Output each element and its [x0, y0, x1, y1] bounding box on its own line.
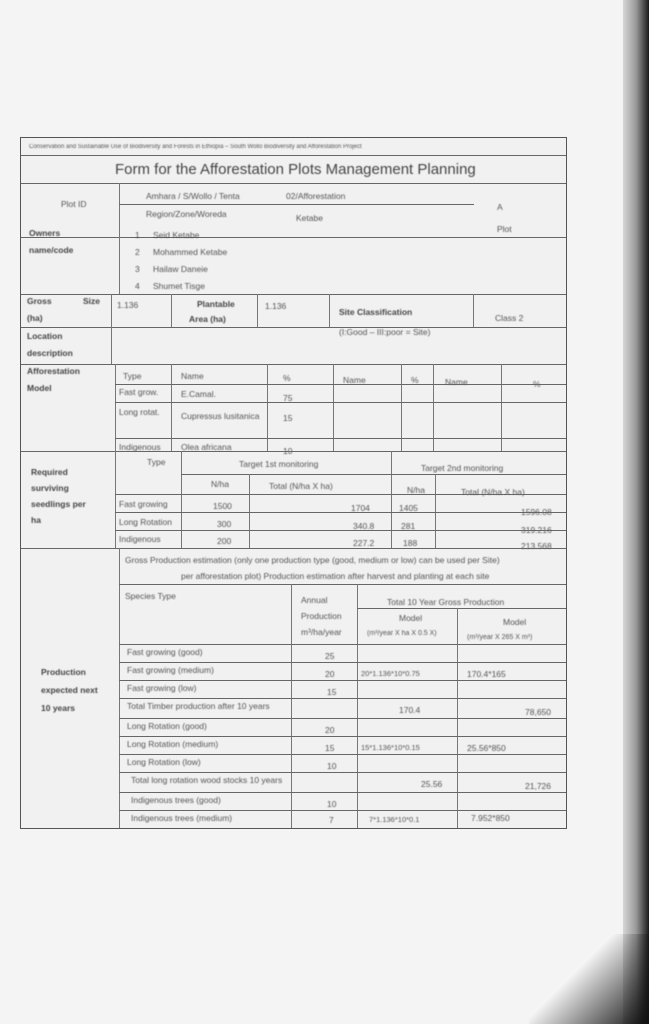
prod-model-1: 25.56 [421, 779, 443, 789]
gross-size-label: Gross [27, 296, 52, 306]
prod-model-2: 21,726 [525, 781, 551, 791]
model-2-formula: (m³/year X 265 X m³) [467, 634, 533, 641]
aff-pct-indigenous: 10 [283, 446, 293, 456]
annual-header: Annual [301, 595, 328, 605]
seed-col-nha-2: N/ha [407, 485, 425, 495]
afforestation-form [20, 137, 567, 829]
prod-annual: 20 [325, 669, 335, 679]
plantable-area-value: 1.136 [265, 301, 287, 311]
prod-annual: 10 [327, 761, 337, 771]
model-1-header: Model [399, 613, 423, 623]
location-label: Location [27, 331, 63, 341]
prod-total-timber: Total Timber production after 10 years [127, 701, 270, 711]
prod-annual: 25 [325, 651, 335, 661]
prod-species: Fast growing (good) [127, 647, 203, 657]
owners-label: Owners [29, 228, 61, 238]
seed-n2-fast: 1405 [399, 503, 418, 513]
aff-type-indigenous: Indigenous [119, 442, 161, 452]
seed-t2-fast: 1596.08 [521, 507, 552, 517]
prod-model-2: 25.56*850 [467, 743, 506, 753]
plantable-area-label: Plantable [197, 299, 235, 309]
prod-annual: 15 [325, 743, 335, 753]
site-classification-label: Site Classification [339, 307, 413, 317]
page-corner-shadow [529, 934, 649, 1024]
surviving-label: surviving [31, 483, 69, 493]
plantable-area-unit: Area (ha) [189, 314, 226, 324]
prod-species: Indigenous trees (medium) [131, 813, 233, 823]
owner-number: 2 [135, 247, 140, 257]
aff-header-percent-3: % [533, 379, 541, 389]
seed-n1-long: 300 [217, 519, 232, 529]
aff-type-long: Long rotat. [119, 407, 160, 417]
required-label: Required [31, 467, 68, 477]
seed-type-long: Long Rotation [119, 517, 172, 527]
afforestation-model-label: Afforestation [27, 366, 80, 376]
location-description-label: description [27, 348, 73, 358]
plot-type-value: 02/Afforestation [286, 191, 346, 201]
seedlings-per-label: seedlings per [31, 499, 86, 509]
seed-n1-indigenous: 200 [217, 536, 232, 546]
seed-type-fast: Fast growing [119, 499, 168, 509]
total-10yr-header: Total 10 Year Gross Production [387, 597, 505, 607]
production-expected-label: expected next [41, 685, 98, 695]
page-edge-shadow [623, 0, 649, 1024]
annual-production-header: Production [301, 611, 342, 621]
region-zone-woreda-label: Region/Zone/Woreda [146, 209, 227, 219]
owner-name: Mohammed Ketabe [153, 247, 228, 257]
project-header-line: Conservation and Sustainable Use of Biodiversity and Forests in Ethiopia – South Wollo Biodiversity and Afforestation Project [29, 144, 362, 150]
site-classification-note: (I:Good – III:poor = Site) [339, 327, 431, 337]
gross-size-value: 1.136 [117, 300, 139, 310]
aff-header-name-3: Name [445, 377, 468, 387]
production-note-1: Gross Production estimation (only one production type (good, medium or low) can be used per Site) [125, 555, 500, 565]
a-label: A [497, 202, 503, 212]
prod-species: Long Rotation (medium) [127, 739, 219, 749]
aff-name-fast: E.Camal. [181, 389, 216, 399]
prod-species: Long Rotation (low) [127, 757, 201, 767]
owner-number: 1 [135, 230, 140, 240]
aff-pct-fast: 75 [283, 393, 293, 403]
species-type-header: Species Type [125, 591, 176, 601]
owner-name: Seid Ketabe [153, 230, 200, 240]
prod-model-2: 78,650 [525, 707, 551, 717]
location-region-value: Amhara / S/Wollo / Tenta [146, 191, 240, 201]
prod-annual: 10 [327, 799, 337, 809]
aff-name-long: Cupressus lusitanica [181, 411, 260, 421]
aff-header-percent-2: % [411, 375, 419, 385]
prod-model-1: 20*1.136*10*0.75 [361, 669, 420, 678]
prod-species: Fast growing (medium) [127, 665, 214, 675]
seed-n1-fast: 1500 [213, 501, 232, 511]
target-2-header: Target 2nd monitoring [421, 463, 504, 473]
prod-model-2: 7.952*850 [471, 813, 510, 823]
prod-model-1: 15*1.136*10*0.15 [361, 743, 420, 752]
plot-id-label: Plot ID [61, 199, 87, 209]
owner-number: 4 [135, 281, 140, 291]
afforestation-model-label-2: Model [27, 383, 52, 393]
owner-name: Shumet Tisge [153, 281, 205, 291]
seed-col-total: Total (N/ha X ha) [269, 481, 333, 491]
prod-model-2: 170.4*165 [467, 669, 506, 679]
seed-t1-indigenous: 227.2 [353, 538, 375, 548]
seed-t2-long: 319.216 [521, 525, 552, 535]
aff-type-fast: Fast grow. [119, 387, 159, 397]
plot-label: Plot [497, 224, 512, 234]
aff-pct-long: 15 [283, 413, 293, 423]
gross-size-unit: (ha) [27, 313, 43, 323]
form-title: Form for the Afforestation Plots Management Planning [115, 161, 476, 178]
seed-type-header: Type [147, 457, 166, 467]
prod-model-1: 170.4 [399, 705, 421, 715]
prod-annual: 7 [329, 815, 334, 825]
seed-col-nha: N/ha [211, 479, 229, 489]
aff-header-name-2: Name [343, 375, 366, 385]
aff-header-type: Type [123, 371, 142, 381]
production-label: Production [41, 667, 86, 677]
kebele-value: Ketabe [296, 213, 323, 223]
seedlings-ha-label: ha [31, 515, 41, 525]
prod-annual: 20 [325, 725, 335, 735]
aff-header-percent: % [283, 373, 291, 383]
seed-t2-indigenous: 213.568 [521, 541, 552, 551]
owner-name: Hailaw Daneie [153, 264, 208, 274]
seed-type-indigenous: Indigenous [119, 534, 161, 544]
target-1-header: Target 1st monitoring [239, 459, 319, 469]
owners-code-label: name/code [29, 245, 74, 255]
prod-species: Fast growing (low) [127, 683, 197, 693]
production-years-label: 10 years [41, 703, 76, 713]
prod-species: Long Rotation (good) [127, 721, 207, 731]
prod-annual: 15 [327, 687, 337, 697]
seed-t1-long: 340.8 [353, 521, 375, 531]
seed-t1-fast: 1704 [351, 503, 370, 513]
seed-col-total-2: Total (N/ha X ha) [461, 487, 525, 497]
model-1-formula: (m³/year X ha X 0.5 X) [367, 630, 437, 637]
owner-number: 3 [135, 264, 140, 274]
annual-unit-header: m³/ha/year [301, 627, 342, 637]
site-class-value: Class 2 [495, 313, 524, 323]
aff-header-name: Name [181, 371, 204, 381]
gross-size-label-2: Size [83, 296, 101, 306]
seed-n2-long: 281 [401, 521, 416, 531]
prod-model-1: 7*1.136*10*0.1 [369, 815, 420, 824]
production-note-2: per afforestation plot) Production estimation after harvest and planting at each site [181, 571, 490, 581]
model-2-header: Model [503, 617, 527, 627]
aff-name-indigenous: Olea africana [181, 442, 232, 452]
prod-species: Indigenous trees (good) [131, 795, 221, 805]
prod-total-long-rotation: Total long rotation wood stocks 10 years [131, 775, 283, 785]
seed-n2-indigenous: 188 [403, 538, 418, 548]
